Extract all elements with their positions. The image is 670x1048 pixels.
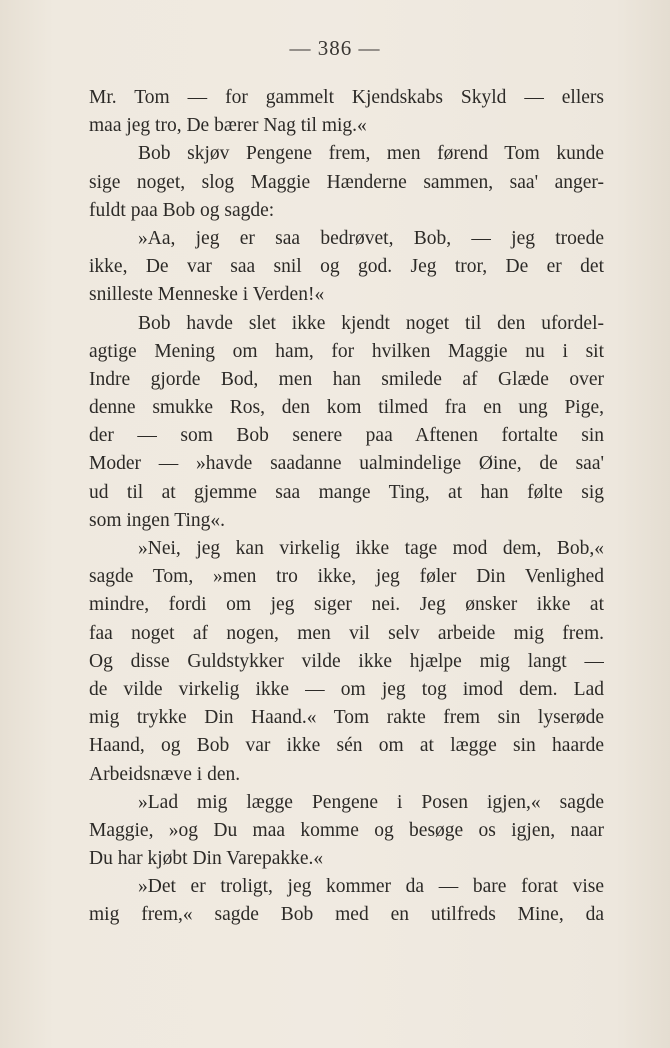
text-line: de vilde virkelig ikke — om jeg tog imod dem. Lad <box>89 678 604 700</box>
text-line: der — som Bob senere paa Aftenen fortalte sin <box>89 425 604 447</box>
text-line: Mr. Tom — for gammelt Kjendskabs Skyld — ellers <box>89 87 604 108</box>
text-line: Bob skjøv Pengene frem, men førend Tom kunde <box>138 143 604 165</box>
text-line: Arbeidsnæve i den. <box>89 763 241 785</box>
text-line: Og disse Guldstykker vilde ikke hjælpe mig langt — <box>89 650 604 672</box>
text-line: Moder — »havde saadanne ualmindelige Øine, de saa' <box>89 453 604 475</box>
text-line: »Aa, jeg er saa bedrøvet, Bob, — jeg troede <box>138 227 604 249</box>
text-line: »Det er troligt, jeg kommer da — bare forat vise <box>138 876 604 898</box>
text-line: sige noget, slog Maggie Hænderne sammen, saa' anger- <box>89 171 604 193</box>
text-line: »Nei, jeg kan virkelig ikke tage mod dem, Bob,« <box>138 538 604 559</box>
text-line: Bob havde slet ikke kjendt noget til den ufordel- <box>138 312 604 334</box>
text-line: »Lad mig lægge Pengene i Posen igjen,« sagde <box>138 791 604 813</box>
text-line: mindre, fordi om jeg siger nei. Jeg ønsker ikke at <box>89 594 604 616</box>
text-line: ikke, De var saa snil og god. Jeg tror, De er det <box>89 256 604 278</box>
page-number: — 386 — <box>289 36 381 60</box>
text-line: Haand, og Bob var ikke sén om at lægge sin haarde <box>89 735 604 757</box>
text-line: mig trykke Din Haand.« Tom rakte frem sin lyserøde <box>89 707 604 729</box>
text-line: sagde Tom, »men tro ikke, jeg føler Din Venlighed <box>89 566 604 588</box>
text-line: maa jeg tro, De bærer Nag til mig.« <box>89 115 367 137</box>
text-line: faa noget af nogen, men vil selv arbeide mig frem. <box>89 622 604 644</box>
text-line: Maggie, »og Du maa komme og besøge os igjen, naar <box>89 819 604 841</box>
text-line: fuldt paa Bob og sagde: <box>89 199 275 221</box>
text-line: agtige Mening om ham, for hvilken Maggie nu i sit <box>89 340 604 362</box>
text-line: Du har kjøbt Din Varepakke.« <box>89 848 324 870</box>
text-line: snilleste Menneske i Verden!« <box>89 284 325 306</box>
text-line: som ingen Ting«. <box>89 509 225 531</box>
body-text <box>89 84 604 930</box>
text-line: mig frem,« sagde Bob med en utilfreds Mine, da <box>89 904 604 926</box>
text-line: Indre gjorde Bod, men han smilede af Glæde over <box>89 368 604 390</box>
text-line: denne smukke Ros, den kom tilmed fra en ung Pige, <box>89 397 604 419</box>
text-line: ud til at gjemme saa mange Ting, at han følte sig <box>89 481 604 503</box>
